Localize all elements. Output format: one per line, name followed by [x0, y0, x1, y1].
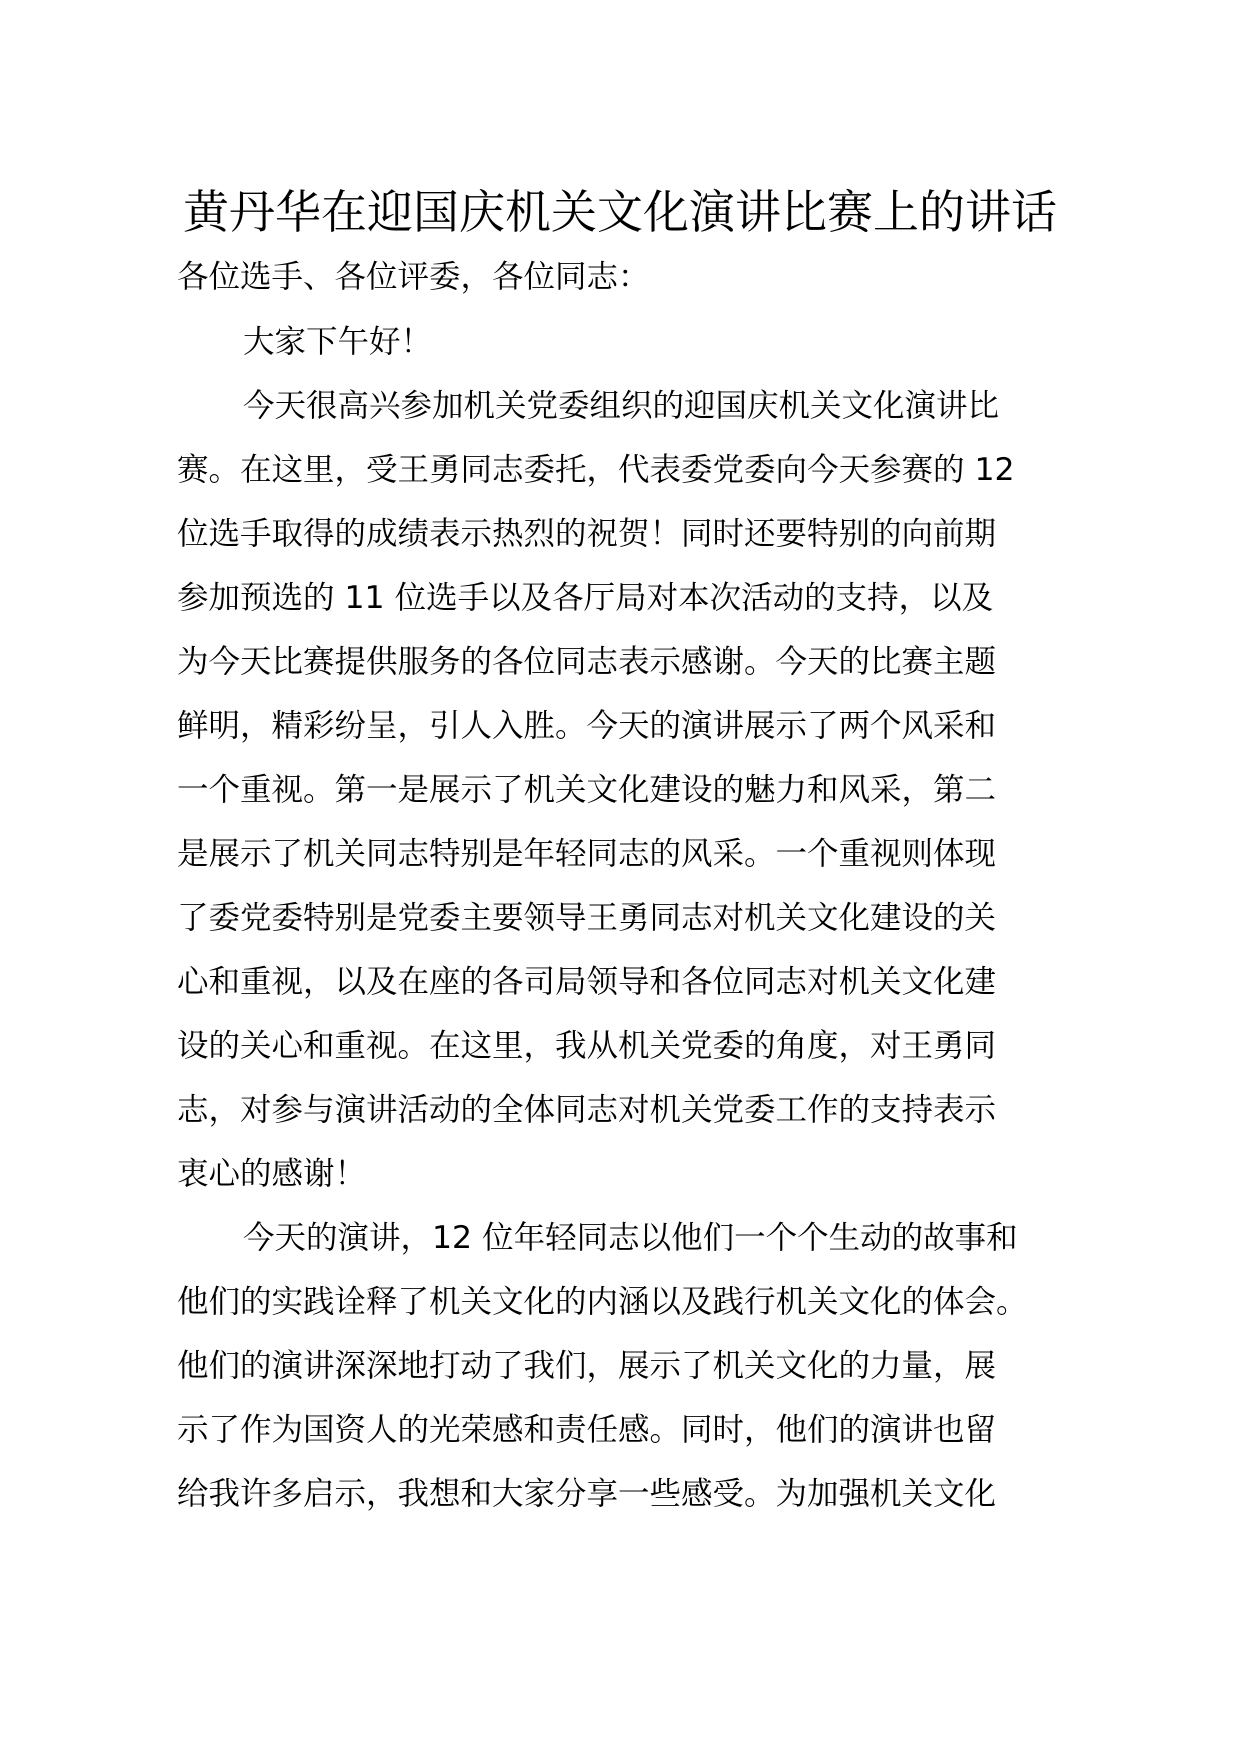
- paragraph-line: 是展示了机关同志特别是年轻同志的风采。一个重视则体现: [177, 836, 997, 872]
- paragraph-line: 衷心的感谢！: [177, 1156, 367, 1192]
- paragraph-line: 一个重视。第一是展示了机关文化建设的魅力和风采，第二: [177, 772, 997, 808]
- paragraph-line: 心和重视，以及在座的各司局领导和各位同志对机关文化建: [177, 964, 997, 1000]
- paragraph-line: 他们的演讲深深地打动了我们，展示了机关文化的力量，展: [177, 1348, 997, 1384]
- paragraph-line: 今天很高兴参加机关党委组织的迎国庆机关文化演讲比: [243, 388, 1000, 424]
- paragraph-line: 鲜明，精彩纷呈，引人入胜。今天的演讲展示了两个风采和: [177, 708, 997, 744]
- greeting: 大家下午好！: [243, 324, 433, 360]
- paragraph-line: 了委党委特别是党委主要领导王勇同志对机关文化建设的关: [177, 900, 997, 936]
- paragraph-line: 位选手取得的成绩表示热烈的祝贺！同时还要特别的向前期: [177, 516, 997, 552]
- paragraph-line: 示了作为国资人的光荣感和责任感。同时，他们的演讲也留: [177, 1412, 997, 1448]
- paragraph-line: 志，对参与演讲活动的全体同志对机关党委工作的支持表示: [177, 1092, 997, 1128]
- paragraph-line: 设的关心和重视。在这里，我从机关党委的角度，对王勇同: [177, 1028, 997, 1064]
- paragraph-line: 为今天比赛提供服务的各位同志表示感谢。今天的比赛主题: [177, 644, 997, 680]
- paragraph-line: 他们的实践诠释了机关文化的内涵以及践行机关文化的体会。: [177, 1284, 1028, 1320]
- paragraph-line: 参加预选的 11 位选手以及各厅局对本次活动的支持，以及: [177, 580, 994, 616]
- salutation: 各位选手、各位评委，各位同志：: [177, 259, 650, 295]
- paragraph-line: 给我许多启示，我想和大家分享一些感受。为加强机关文化: [177, 1476, 997, 1512]
- paragraph-line: 今天的演讲，12 位年轻同志以他们一个个生动的故事和: [243, 1220, 1018, 1256]
- document-title: 黄丹华在迎国庆机关文化演讲比赛上的讲话: [183, 185, 1057, 239]
- paragraph-line: 赛。在这里，受王勇同志委托，代表委党委向今天参赛的 12: [177, 452, 1015, 488]
